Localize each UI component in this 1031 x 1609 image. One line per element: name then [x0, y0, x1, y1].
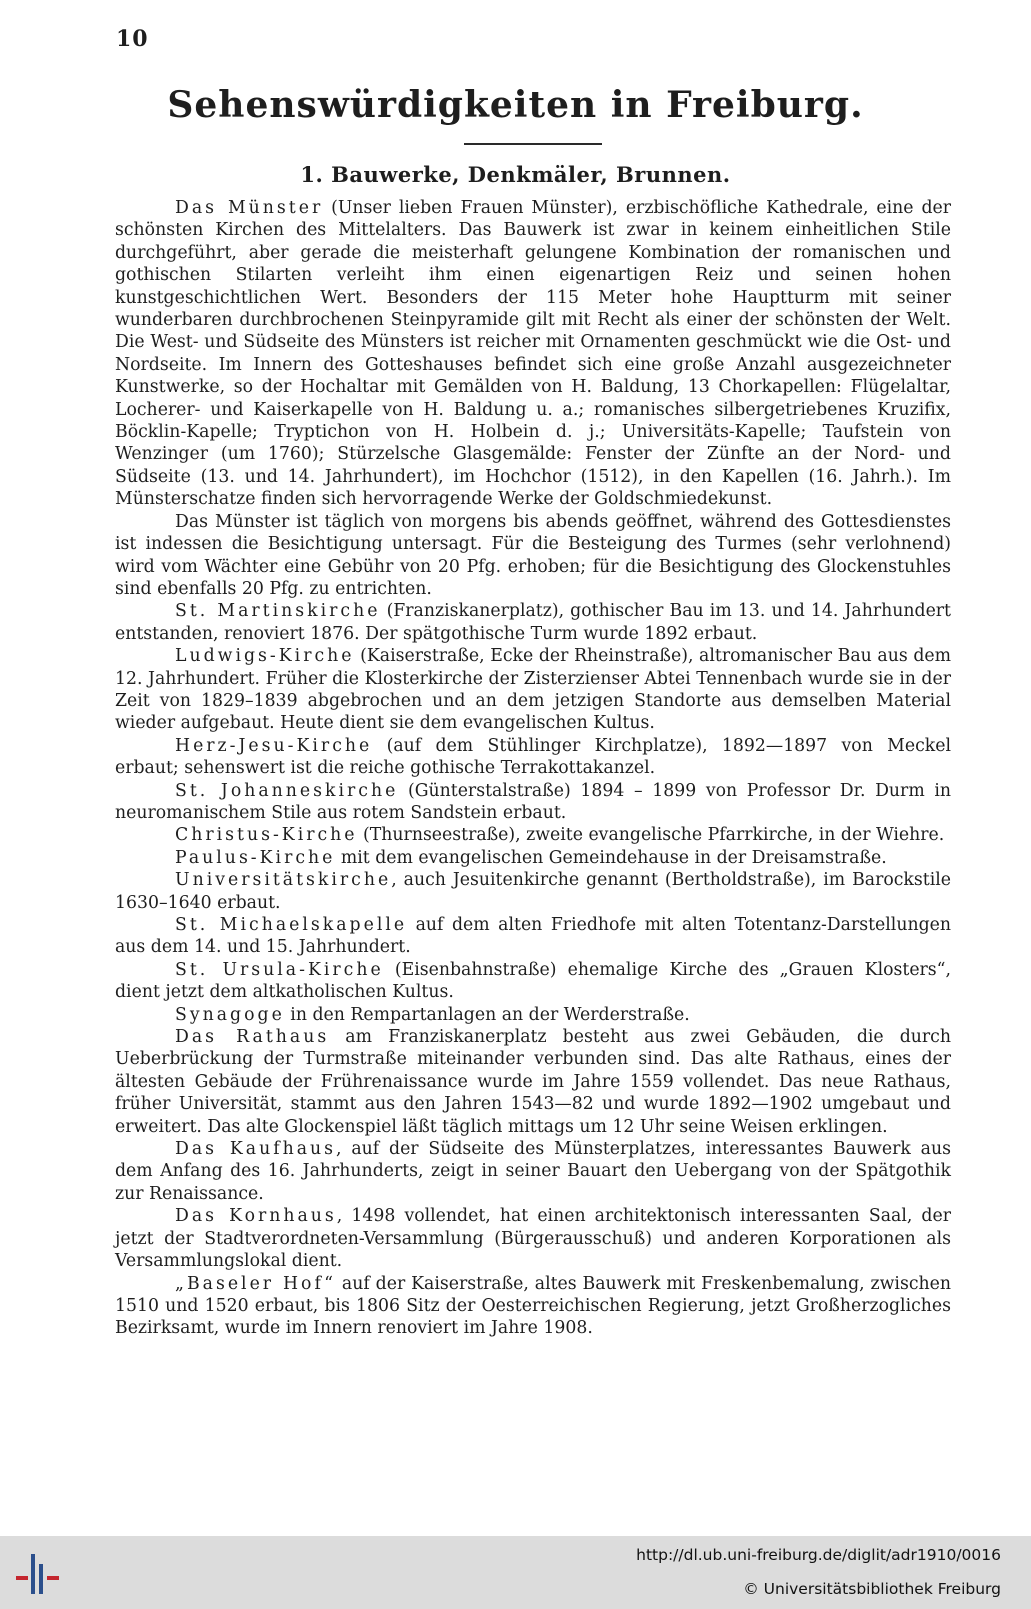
paragraph-text: (auf dem Stühlinger Kirchplatze), 1892—1897 von Meckel erbaut; sehenswert ist die reiche gothische Terrakottakanzel.: [115, 735, 951, 779]
footer-bar: [0, 1536, 1031, 1609]
paragraph-lead: Universitätskirche: [175, 870, 392, 891]
paragraph-lead: Das Kornhaus: [175, 1206, 337, 1227]
paragraph-lead: Synagoge: [175, 1004, 285, 1025]
paragraph-text: Das Münster ist täglich von morgens bis abends geöffnet, während des Gottesdienstes ist indessen die Besichtigung untersagt. Für die Besteigung des Turmes (sehr verlohnend) wird vom Wächter eine Gebühr von 20 Pfg. erhoben; für die Besichtigung des Glockenstuhles sind ebenfalls 20 Pfg. zu entrichten.: [115, 511, 951, 599]
title-rule: [464, 143, 602, 145]
paragraph-lead: Paulus-Kirche: [175, 847, 336, 868]
footer-copyright: © Universitätsbibliothek Freiburg: [743, 1580, 1001, 1598]
section-heading: 1. Bauwerke, Denkmäler, Brunnen.: [300, 162, 731, 187]
paragraph: [115, 197, 951, 511]
paragraph: [115, 511, 951, 601]
paragraph: [115, 600, 951, 645]
paragraph-text: (Franziskanerplatz), gothischer Bau im 13. und 14. Jahrhundert entstanden, renoviert 1876. Der spätgothische Turm wurde 1892 erbaut.: [115, 601, 952, 644]
paragraph-text: , 1498 vollendet, hat einen architektonisch interessanten Saal, der jetzt der Stadtverordneten-Versammlung (Bürgerausschuß) und anderen Korporationen als Versammlungslokal dient.: [115, 1206, 951, 1272]
paragraph-text: in den Rempartanlagen an der Werderstraße.: [284, 1004, 690, 1025]
paragraph-text: , auch Jesuitenkirche genannt (Bertholdstraße), im Barockstile 1630–1640 erbaut.: [115, 870, 951, 913]
paragraph-text: am Franziskanerplatz besteht aus zwei Gebäuden, die durch Ueberbrückung der Turmstraße miteinander verbunden sind. Das alte Rathaus, eines der ältesten Gebäude der Frührenaissance wurde im Jahre 1559 vollendet. Das neue Rathaus, früher Universität, stammt aus den Jahren 1543—82 und wurde 1892—1902 umgebaut und erweitert. Das alte Glockenspiel läßt täglich mittags um 12 Uhr seine Weisen erklingen.: [115, 1027, 951, 1137]
paragraph: [115, 959, 951, 1004]
body-text: [115, 197, 951, 1340]
paragraph: [115, 847, 951, 869]
paragraph: [115, 735, 951, 780]
paragraph: [115, 1004, 951, 1026]
paragraph: [115, 780, 951, 825]
paragraph-lead: Das Münster: [175, 198, 324, 218]
paragraph-text: auf dem alten Friedhofe mit alten Totentanz-Darstellungen aus dem 14. und 15. Jahrhundert.: [115, 915, 951, 958]
paragraph-text: mit dem evangelischen Gemeindehause in der Dreisamstraße.: [335, 847, 887, 868]
paragraph-lead: Das Rathaus: [175, 1027, 330, 1048]
paragraph: [115, 1273, 951, 1340]
paragraph-text: auf der Kaiserstraße, altes Bauwerk mit Freskenbemalung, zwischen 1510 und 1520 erbaut, bis 1806 Sitz der Oesterreichischen Regierung, jetzt Großherzogliches Bezirksamt, wurde im Innern renoviert im Jahre 1908.: [115, 1273, 951, 1339]
paragraph-lead: Das Kaufhaus: [175, 1139, 337, 1160]
paragraph: [115, 869, 951, 914]
paragraph-text: (Unser lieben Frauen Münster), erzbischöfliche Kathedrale, eine der schönsten Kirchen des Mittelalters. Das Bauwerk ist zwar in keinem einheitlichen Stile durchgeführt, aber gerade die meisterhaft gelungene Kombination der romanischen und gothischen Stilarten verleiht ihm einen eigenartigen Reiz und seinen hohen kunstgeschichtlichen Wert. Besonders der 115 Meter hohe Hauptturm mit seiner wunderbaren durchbrochenen Steinpyramide gilt mit Recht als einer der schönsten der Welt. Die West- und Südseite des Münsters ist reicher mit Ornamenten geschmückt wie die Ost- und Nordseite. Im Innern des Gotteshauses befindet sich eine große Anzahl ausgezeichneter Kunstwerke, so der Hochaltar mit Gemälden von H. Baldung, 13 Chorkapellen: Flügelaltar, Locherer- und Kaiserkapelle von H. Baldung u. a.; romanisches silbergetriebenes Kruzifix, Böcklin-Kapelle; Tryptichon von H. Holbein d. j.; Universitäts-Kapelle; Taufstein von Wenzinger (um 1760); Stürzelsche Glasgemälde: Fenster der Zünfte an der Nord- und Südseite (13. und 14. Jahrhundert), im Hochchor (1512), in den Kapellen (16. Jahrh.). Im Münsterschatze finden sich hervorragende Werke der Goldschmiedekunst.: [115, 198, 951, 510]
paragraph: [115, 645, 951, 735]
paragraph-lead: „Baseler Hof“: [175, 1273, 337, 1294]
paragraph-lead: St. Martinskirche: [175, 601, 381, 622]
page-number: 10: [116, 26, 149, 52]
paragraph: [115, 914, 951, 959]
paragraph-text: (Kaiserstraße, Ecke der Rheinstraße), altromanischer Bau aus dem 12. Jahrhundert. Früher die Klosterkirche der Zisterzienser Abtei Tennenbach wurde sie in der Zeit von 1829–1839 abgebrochen und an dem jetzigen Standorte aus demselben Material wieder aufgebaut. Heute dient sie dem evangelischen Kultus.: [115, 646, 951, 734]
library-logo-icon: [12, 1546, 64, 1598]
paragraph: [115, 1026, 951, 1138]
paragraph-text: (Thurnseestraße), zweite evangelische Pfarrkirche, in der Wiehre.: [357, 825, 945, 846]
paragraph-lead: Ludwigs-Kirche: [175, 646, 355, 667]
paragraph-lead: Herz-Jesu-Kirche: [175, 735, 373, 756]
paragraph-lead: St. Michaelskapelle: [175, 915, 408, 935]
paragraph-lead: St. Ursula-Kirche: [175, 959, 384, 980]
paragraph-text: , auf der Südseite des Münsterplatzes, interessantes Bauwerk aus dem Anfang des 16. Jahrhunderts, zeigt in seiner Bauart den Uebergang von der Spätgothik zur Renaissance.: [115, 1139, 951, 1204]
page-title: Sehenswürdigkeiten in Freiburg.: [167, 84, 864, 126]
paragraph-text: (Eisenbahnstraße) ehemalige Kirche des „Grauen Klosters“, dient jetzt dem altkatholischen Kultus.: [115, 959, 951, 1003]
paragraph: [115, 1138, 951, 1205]
footer-url-link[interactable]: http://dl.ub.uni-freiburg.de/diglit/adr1910/0016: [636, 1546, 1001, 1564]
paragraph: [115, 824, 951, 846]
paragraph: [115, 1205, 951, 1272]
paragraph-lead: St. Johanneskirche: [175, 780, 399, 801]
paragraph-text: (Günterstalstraße) 1894 – 1899 von Professor Dr. Durm in neuromanischem Stile aus rotem Sandstein erbaut.: [115, 780, 951, 823]
paragraph-lead: Christus-Kirche: [175, 825, 358, 846]
